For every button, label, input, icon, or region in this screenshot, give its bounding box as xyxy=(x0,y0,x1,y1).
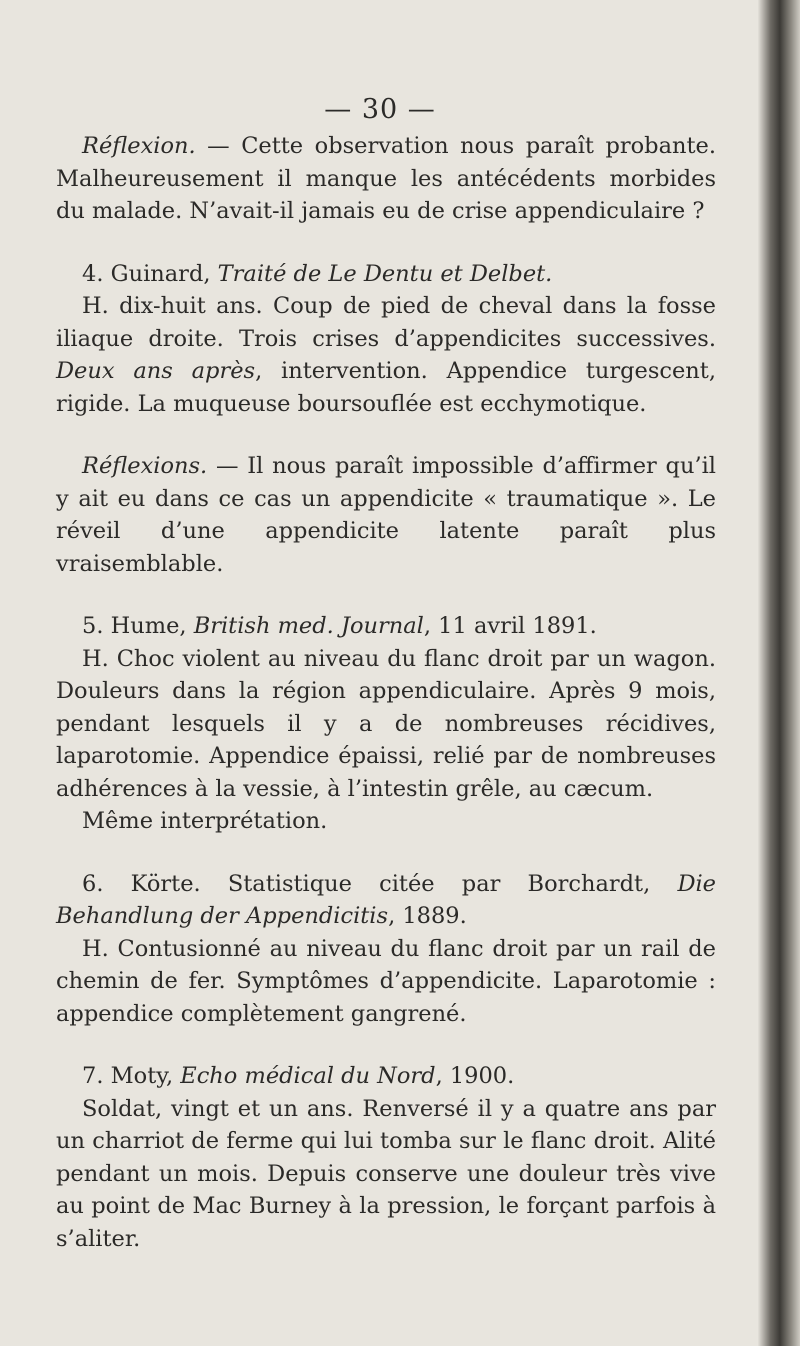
text-run: — Cette observation nous paraît probante. Malheureusement il manque les antécédents morbides du malade. N’avait-il jamais eu de crise appendiculaire ? xyxy=(56,133,716,224)
text-run: 4. Guinard, xyxy=(82,260,218,287)
paragraph xyxy=(56,805,716,838)
italic-text: Deux ans après xyxy=(56,358,256,384)
paragraph xyxy=(56,610,716,643)
text-run: H. Choc violent au niveau du flanc droit par un wagon. Douleurs dans la région appendiculaire. Après 9 mois, pendant lesquels il y a de nombreuses récidives, laparotomie. Appendice épaissi, relié par de nombreuses adhérences à la vessie, à l’intestin grêle, au cæcum. xyxy=(56,645,716,802)
italic-text: Réflexion. xyxy=(82,133,196,159)
italic-text: British med. Journal xyxy=(193,613,424,639)
text-run: , 1900. xyxy=(435,1063,515,1089)
text-run: Même interprétation. xyxy=(82,808,328,834)
paragraph xyxy=(56,290,716,420)
text-run: 6. Körte. Statistique citée par Borchardt, xyxy=(82,870,678,897)
text-run: H. dix-huit ans. Coup de pied de cheval dans la fosse iliaque droite. Trois crises d’appendicites successives. xyxy=(56,293,716,352)
paragraph xyxy=(56,868,716,933)
text-run: , 11 avril 1891. xyxy=(423,613,597,639)
text-run: , intervention. Appendice turgescent, rigide. La muqueuse boursouflée est ecchymotique. xyxy=(56,358,716,417)
italic-text: Réflexions. xyxy=(82,453,208,479)
text-run: 5. Hume, xyxy=(82,613,194,639)
paragraph-gap xyxy=(56,838,716,868)
page-text xyxy=(56,130,716,1255)
paragraph-gap xyxy=(56,228,716,258)
paragraph xyxy=(56,450,716,580)
page-number: — 30 — xyxy=(324,94,436,125)
paragraph-gap xyxy=(56,580,716,610)
paragraph xyxy=(56,1060,716,1093)
paragraph xyxy=(56,643,716,806)
italic-text: Die Behandlung der Appendicitis xyxy=(56,870,716,929)
page-edge-shadow xyxy=(758,0,800,1346)
paragraph xyxy=(56,1093,716,1256)
text-run: Soldat, vingt et un ans. Renversé il y a quatre ans par un charriot de ferme qui lui tomba sur le flanc droit. Alité pendant un mois. Depuis conserve une douleur très vive au point de Mac Burney à la pression, le forçant parfois à s’aliter. xyxy=(56,1095,716,1252)
text-run: H. Contusionné au niveau du flanc droit par un rail de chemin de fer. Symptômes d’appendicite. Laparotomie : appendice complètement gangrené. xyxy=(56,935,716,1027)
italic-text: Traité de Le Dentu et Delbet. xyxy=(217,260,553,287)
paragraph xyxy=(56,258,716,291)
paragraph xyxy=(56,130,716,228)
italic-text: Echo médical du Nord xyxy=(180,1063,436,1089)
text-run: — Il nous paraît impossible d’affirmer qu’il y ait eu dans ce cas un appendicite « traumatique ». Le réveil d’une appendicite latente paraît plus vraisemblable. xyxy=(56,453,716,577)
text-run: , 1889. xyxy=(388,903,467,929)
paragraph-gap xyxy=(56,420,716,450)
paragraph-gap xyxy=(56,1030,716,1060)
text-run: 7. Moty, xyxy=(82,1063,181,1089)
paragraph xyxy=(56,933,716,1031)
